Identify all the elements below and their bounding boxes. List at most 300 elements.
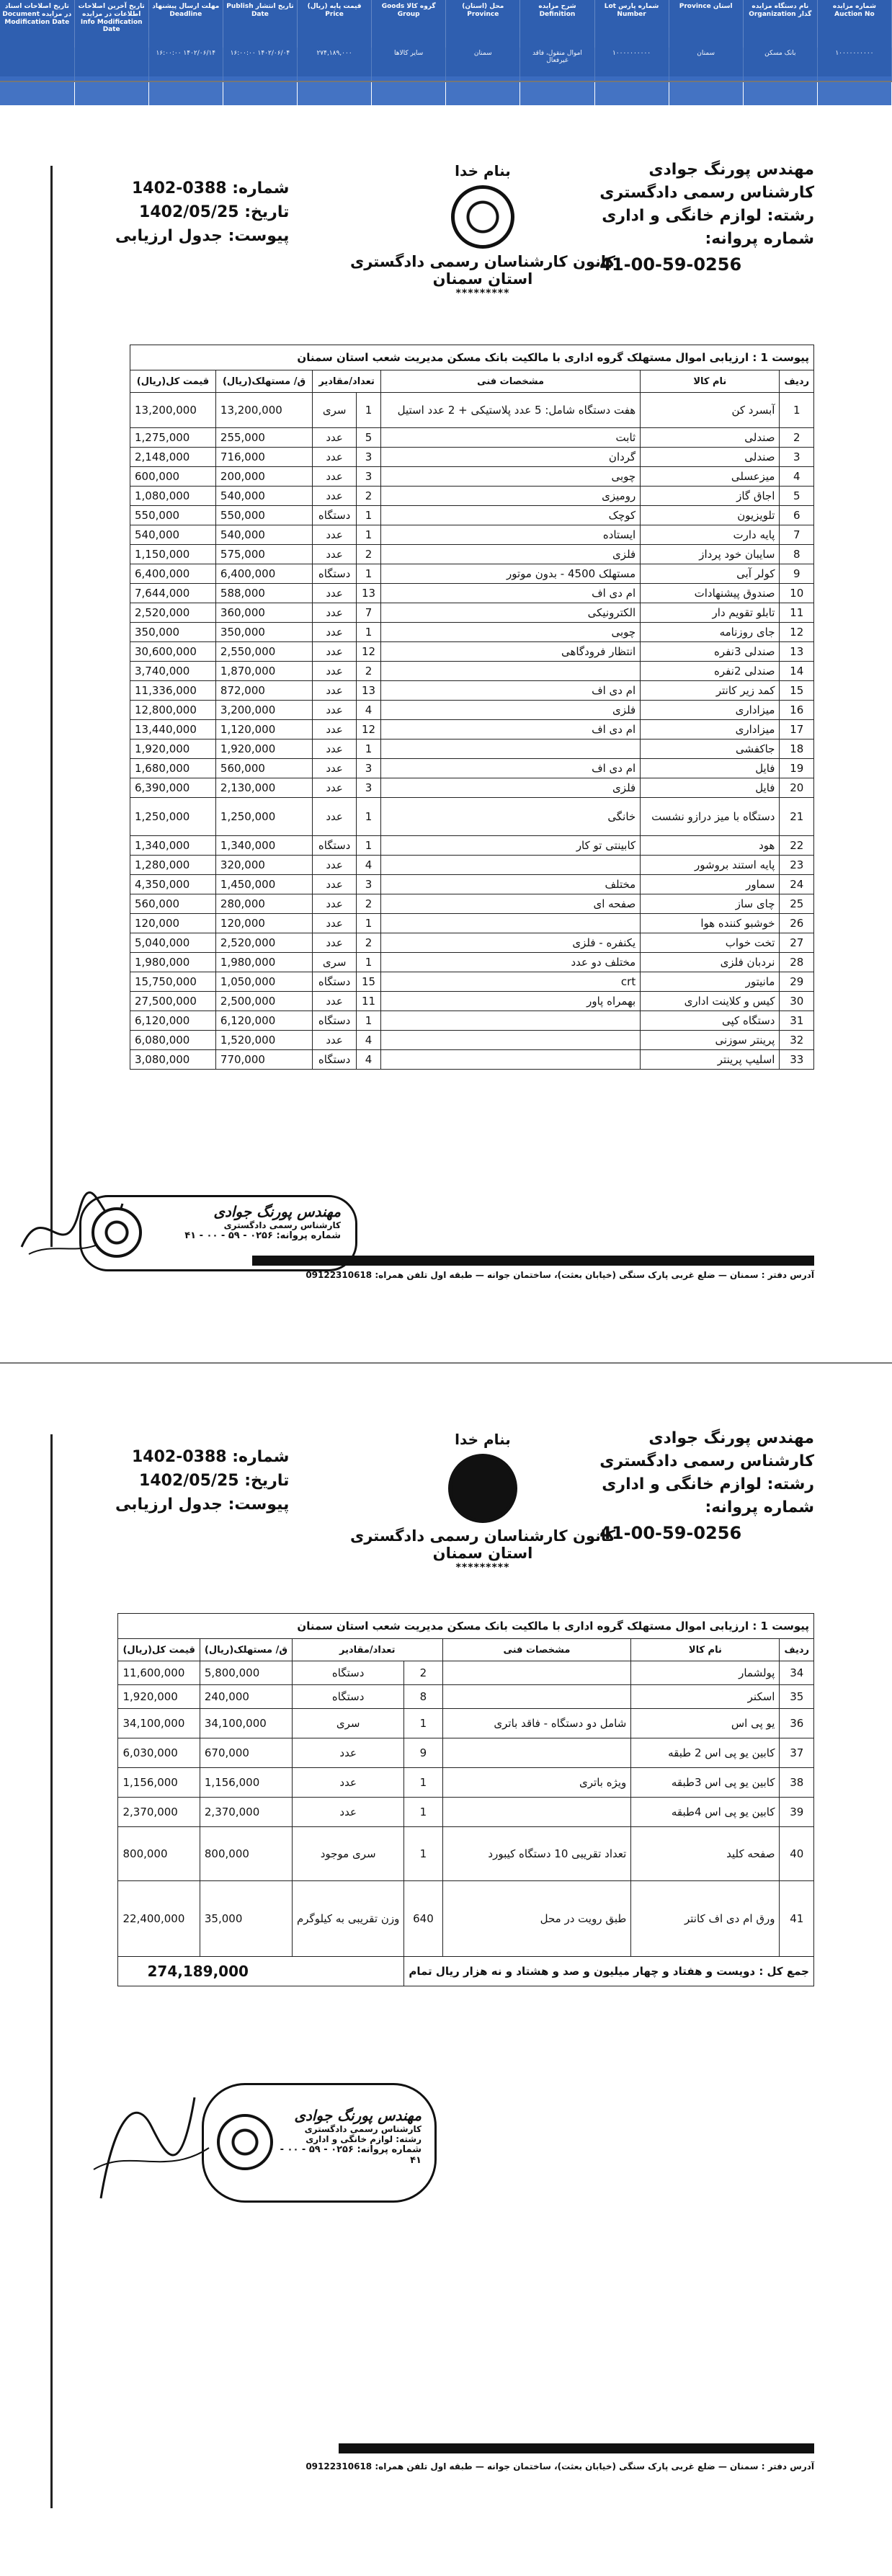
unit-price: 350,000 [215,623,312,642]
unit-price: 6,400,000 [215,564,312,584]
table-row [130,914,814,933]
row-number: 4 [780,467,814,487]
footer-address: آدرس دفتر : سمنان — ضلع غربی پارک سنگی (خیابان بعثت)، ساختمان جوانه — طبقه اول تلفن همراه: 09122310618 [305,2461,814,2471]
row-number: 27 [780,933,814,953]
table-row [130,545,814,564]
table-row [130,798,814,836]
total-price: 1,156,000 [118,1768,200,1798]
topbar-header-5: گروه کالا Goods Group [372,0,446,48]
table-row [130,953,814,972]
unit-price: 716,000 [215,448,312,467]
item-spec: ام دی اف [381,720,641,740]
item-name: کمد زیر کانتر [641,681,780,701]
item-unit: عدد [313,623,357,642]
row-number: 30 [780,992,814,1011]
total-price: 34,100,000 [118,1709,200,1738]
item-unit: عدد [292,1798,403,1827]
table-row [130,933,814,953]
unit-price: 540,000 [215,487,312,506]
table-row [130,836,814,856]
col-radif: ردیف [780,370,814,393]
row-number: 14 [780,662,814,681]
topbar-cell [74,48,148,76]
item-name: ورق ام دی اف کانتر [631,1881,780,1957]
margin-rule [50,166,53,1247]
table-row [118,1827,814,1881]
stars-divider: ********* [455,1562,510,1573]
row-number: 40 [780,1827,814,1881]
item-unit: عدد [313,545,357,564]
expert-name: مهندس پورنگ جوادی [648,1429,814,1447]
item-spec: فلزی [381,778,641,798]
expert-seal [202,2083,437,2203]
row-number: 12 [780,623,814,642]
item-name: پایه دارت [641,525,780,545]
row-number: 1 [780,393,814,428]
item-name: سماور [641,875,780,894]
portal-header-bar [0,0,892,81]
item-spec: چوبی [381,623,641,642]
number-label: شماره: [232,1448,290,1466]
item-spec: مستهلک 4500 - بدون موتور [381,564,641,584]
item-unit: دستگاه [313,564,357,584]
topbar-cell: ۱۴۰۲/۰۶/۰۴ ۱۶:۰۰:۰۰ [223,48,297,76]
table-row [130,740,814,759]
item-qty: 2 [357,545,381,564]
item-name: تابلو تقویم دار [641,603,780,623]
total-price: 1,280,000 [130,856,216,875]
item-name: اجاق گاز [641,487,780,506]
item-unit: دستگاه [313,1011,357,1031]
seal-name: مهندس پورنگ جوادی [294,2107,422,2124]
item-unit: عدد [313,856,357,875]
topbar-cell: سمنان [446,48,520,76]
item-spec [381,1031,641,1050]
unit-price: 35,000 [200,1881,292,1957]
item-unit: عدد [313,992,357,1011]
table-row [130,894,814,914]
seal-role: کارشناس رسمی دادگستری [223,1220,341,1230]
valuation-table-1 [130,345,814,1070]
item-spec: ام دی اف [381,681,641,701]
signature [72,2083,216,2213]
item-unit: دستگاه [313,836,357,856]
item-spec: هفت دستگاه شامل: 5 عدد پلاستیکی + 2 عدد استیل [381,393,641,428]
item-qty: 1 [357,798,381,836]
item-unit: سری [292,1709,403,1738]
item-unit: عدد [313,681,357,701]
item-name: دستگاه کپی [641,1011,780,1031]
row-number: 37 [780,1738,814,1768]
row-number: 25 [780,894,814,914]
item-spec: ام دی اف [381,584,641,603]
unit-price: 1,520,000 [215,1031,312,1050]
unit-price: 120,000 [215,914,312,933]
total-price: 2,370,000 [118,1798,200,1827]
item-name: خوشبو کننده هوا [641,914,780,933]
topbar-header-4: قیمت پایه (ریال) Price [298,0,372,48]
association-emblem-icon [451,185,514,249]
item-qty: 2 [404,1661,442,1685]
letter-number: 1402-0388 [131,179,227,197]
item-spec: چوبی [381,467,641,487]
expert-field: رشته: لوازم خانگی و اداری [602,1475,814,1493]
item-unit: دستگاه [292,1661,403,1685]
expert-seal [79,1195,357,1271]
item-spec: ام دی اف [381,759,641,778]
bismillah: بنام خدا [455,1431,511,1448]
item-qty: 4 [357,701,381,720]
item-spec: یکنفره - فلزی [381,933,641,953]
item-name: نردبان فلزی [641,953,780,972]
col-radif: ردیف [780,1639,814,1661]
item-qty: 3 [357,467,381,487]
total-price: 350,000 [130,623,216,642]
total-price: 800,000 [118,1827,200,1881]
unit-price: 560,000 [215,759,312,778]
item-unit: وزن تقریبی به کیلوگرم [292,1881,403,1957]
topbar-header-6: محل (استان) Province [446,0,520,48]
license-label: شماره پروانه: [705,229,814,248]
item-unit: دستگاه [292,1685,403,1709]
table-row [130,856,814,875]
topbar-cell: ۱۰۰۰۰۰۰۰۰۰۰ [817,48,891,76]
item-spec [381,662,641,681]
item-unit: عدد [313,1031,357,1050]
item-spec: کابینتی تو کار [381,836,641,856]
total-price: 1,680,000 [130,759,216,778]
footer-bar [339,2443,814,2453]
footer-address: آدرس دفتر : سمنان — ضلع غربی پارک سنگی (خیابان بعثت)، ساختمان جوانه — طبقه اول تلفن همراه: 09122310618 [305,1270,814,1280]
total-price: 1,275,000 [130,428,216,448]
total-price: 13,440,000 [130,720,216,740]
total-price: 5,040,000 [130,933,216,953]
unit-price: 1,870,000 [215,662,312,681]
table-row [130,525,814,545]
item-qty: 13 [357,681,381,701]
table-row [118,1661,814,1685]
item-name: صندلی 2نفره [641,662,780,681]
item-name: صندلی [641,448,780,467]
item-qty: 3 [357,778,381,798]
topbar-cell: سمنان [669,48,743,76]
item-qty: 1 [357,393,381,428]
total-price: 27,500,000 [130,992,216,1011]
total-price: 2,520,000 [130,603,216,623]
col-unit-price: ق/ مستهلک(ریال) [200,1639,292,1661]
item-unit: عدد [313,584,357,603]
item-name: کیس و کلاینت اداری [641,992,780,1011]
total-price: 6,030,000 [118,1738,200,1768]
unit-price: 2,130,000 [215,778,312,798]
item-qty: 2 [357,933,381,953]
total-price: 1,250,000 [130,798,216,836]
item-unit: عدد [313,701,357,720]
item-unit: عدد [313,933,357,953]
item-qty: 2 [357,487,381,506]
table-row [130,992,814,1011]
date-label: تاریخ: [244,203,290,221]
item-unit: عدد [313,525,357,545]
item-spec [442,1738,631,1768]
item-spec: صفحه ای [381,894,641,914]
row-number: 7 [780,525,814,545]
redacted-emblem-icon [448,1454,517,1523]
item-unit: سری موجود [292,1827,403,1881]
unit-price: 360,000 [215,603,312,623]
item-qty: 2 [357,662,381,681]
total-price: 30,600,000 [130,642,216,662]
letterhead-center [331,162,634,299]
date-label: تاریخ: [244,1472,290,1490]
item-unit: دستگاه [313,506,357,525]
item-name: فایل [641,759,780,778]
item-qty: 1 [357,953,381,972]
total-price: 6,120,000 [130,1011,216,1031]
item-qty: 1 [357,506,381,525]
item-spec: گردان [381,448,641,467]
item-qty: 1 [404,1827,442,1881]
total-price: 120,000 [130,914,216,933]
table-row [130,393,814,428]
item-spec: ویژه باتری [442,1768,631,1798]
unit-price: 240,000 [200,1685,292,1709]
valuation-table-2 [117,1613,814,1986]
item-qty: 1 [357,1011,381,1031]
table-row [118,1685,814,1709]
table-row [130,875,814,894]
unit-price: 13,200,000 [215,393,312,428]
total-price: 11,336,000 [130,681,216,701]
item-unit: عدد [313,720,357,740]
organization-name: کانون کارشناسان رسمی دادگستری استان سمنان [349,1527,616,1562]
item-unit: عدد [313,798,357,836]
letterhead-center [331,1431,634,1573]
table-row [130,1050,814,1070]
unit-price: 1,340,000 [215,836,312,856]
row-number: 2 [780,428,814,448]
item-qty: 4 [357,1050,381,1070]
total-price: 6,400,000 [130,564,216,584]
total-in-words: جمع کل : دویست و هفتاد و چهار میلیون و صد و هشتاد و نه هزار ریال تمام [404,1957,814,1986]
expert-role: کارشناس رسمی دادگستری [599,1452,814,1470]
row-number: 20 [780,778,814,798]
unit-price: 540,000 [215,525,312,545]
item-name: جای روزنامه [641,623,780,642]
total-price: 3,740,000 [130,662,216,681]
item-unit: عدد [313,662,357,681]
item-qty: 13 [357,584,381,603]
item-qty: 3 [357,448,381,467]
item-name: صندلی 3نفره [641,642,780,662]
row-number: 6 [780,506,814,525]
topbar-cell [0,48,74,76]
unit-price: 1,050,000 [215,972,312,992]
item-unit: عدد [313,642,357,662]
table-row [130,720,814,740]
table-row [130,603,814,623]
item-qty: 3 [357,875,381,894]
total-price: 1,150,000 [130,545,216,564]
item-name: اسکنر [631,1685,780,1709]
table-row [118,1768,814,1798]
item-name: جاکفشی [641,740,780,759]
item-qty: 640 [404,1881,442,1957]
col-total: قیمت کل(ریال) [118,1639,200,1661]
item-unit: دستگاه [313,1050,357,1070]
row-number: 19 [780,759,814,778]
document-page-2 [50,1413,843,2544]
unit-price: 2,520,000 [215,933,312,953]
expert-role: کارشناس رسمی دادگستری [599,183,814,202]
item-unit: عدد [313,487,357,506]
row-number: 26 [780,914,814,933]
item-spec: شامل دو دستگاه - فاقد باتری [442,1709,631,1738]
item-unit: دستگاه [313,972,357,992]
row-number: 29 [780,972,814,992]
seal-emblem-icon [217,2114,273,2170]
total-price: 1,080,000 [130,487,216,506]
unit-price: 2,500,000 [215,992,312,1011]
item-unit: عدد [313,894,357,914]
document-page-1 [50,144,843,1312]
unit-price: 5,800,000 [200,1661,292,1685]
item-qty: 12 [357,642,381,662]
item-spec: طبق رویت در محل [442,1881,631,1957]
item-name: صندلی [641,428,780,448]
unit-price: 800,000 [200,1827,292,1881]
item-qty: 1 [357,914,381,933]
item-unit: عدد [313,914,357,933]
seal-name: مهندس پورنگ جوادی [213,1203,341,1220]
row-number: 41 [780,1881,814,1957]
row-number: 10 [780,584,814,603]
topbar-header-7: شرح مزایده Definition [520,0,594,48]
item-name: فایل [641,778,780,798]
item-spec: فلزی [381,701,641,720]
item-spec: مختلف دو عدد [381,953,641,972]
total-price: 540,000 [130,525,216,545]
col-name: نام کالا [631,1639,780,1661]
row-number: 13 [780,642,814,662]
item-spec [381,914,641,933]
topbar-header-9: استان Province [669,0,743,48]
topbar-header-11: شماره مزایده Auction No [817,0,891,48]
item-spec: crt [381,972,641,992]
item-spec: فلزی [381,545,641,564]
attachment-label: پیوست: [228,227,290,245]
unit-price: 6,120,000 [215,1011,312,1031]
item-name: اسلیپ پرینتر [641,1050,780,1070]
item-spec [442,1685,631,1709]
row-number: 16 [780,701,814,720]
item-name: هود [641,836,780,856]
item-unit: عدد [313,428,357,448]
item-name: مانیتور [641,972,780,992]
item-unit: عدد [313,448,357,467]
table-row [130,1011,814,1031]
total-price: 11,600,000 [118,1661,200,1685]
item-spec: رومیزی [381,487,641,506]
item-qty: 1 [357,836,381,856]
item-qty: 1 [357,525,381,545]
table-row [130,467,814,487]
row-number: 34 [780,1661,814,1685]
seal-license: شماره پروانه: ۰۲۵۶ - ۵۹ - ۰۰ - ۴۱ [184,1230,341,1241]
item-spec: الکترونیکی [381,603,641,623]
table-row [130,584,814,603]
total-price: 12,800,000 [130,701,216,720]
item-qty: 7 [357,603,381,623]
attachment-label: پیوست: [228,1496,290,1514]
table-row [130,487,814,506]
table-row [130,428,814,448]
item-qty: 8 [404,1685,442,1709]
item-qty: 1 [357,623,381,642]
total-price: 1,920,000 [118,1685,200,1709]
item-spec [442,1798,631,1827]
col-unit-price: ق/ مستهلک(ریال) [215,370,312,393]
item-qty: 1 [404,1798,442,1827]
seal-role: کارشناس رسمی دادگستری رشته: لوازم خانگی و اداری [304,2124,422,2144]
topbar-header-10: نام دستگاه مزایده گذار Organization [743,0,817,48]
number-label: شماره: [232,179,290,197]
attachment-value: جدول ارزیابی [115,1496,223,1514]
item-name: صندوق پیشنهادات [641,584,780,603]
item-qty: 4 [357,1031,381,1050]
item-spec [442,1661,631,1685]
fold-line [0,81,892,82]
unit-price: 550,000 [215,506,312,525]
unit-price: 770,000 [215,1050,312,1070]
topbar-cell: سایر کالاها [372,48,446,76]
row-number: 24 [780,875,814,894]
grand-total-row [118,1957,814,1986]
total-price: 13,200,000 [130,393,216,428]
row-number: 3 [780,448,814,467]
letter-date: 1402/05/25 [139,203,239,221]
item-qty: 1 [357,564,381,584]
unit-price: 2,550,000 [215,642,312,662]
unit-price: 1,156,000 [200,1768,292,1798]
total-price: 1,980,000 [130,953,216,972]
total-price: 4,350,000 [130,875,216,894]
letter-meta [115,177,289,248]
row-number: 21 [780,798,814,836]
item-qty: 5 [357,428,381,448]
table-row [130,448,814,467]
letter-meta [115,1445,289,1516]
unit-price: 872,000 [215,681,312,701]
total-price: 1,920,000 [130,740,216,759]
item-name: چای ساز [641,894,780,914]
unit-price: 255,000 [215,428,312,448]
topbar-header-1: تاریخ آخرین اصلاحات اطلاعات در مزایده Info Modification Date [74,0,148,48]
item-qty: 1 [404,1709,442,1738]
letter-number: 1402-0388 [131,1448,227,1466]
table-row [130,623,814,642]
item-qty: 9 [404,1738,442,1768]
item-qty: 11 [357,992,381,1011]
total-price: 600,000 [130,467,216,487]
item-spec: خانگی [381,798,641,836]
total-price: 22,400,000 [118,1881,200,1957]
topbar-header-2: مهلت ارسال پیشنهاد Deadline [148,0,223,48]
organization-name: کانون کارشناسان رسمی دادگستری استان سمنان [349,253,616,288]
page-separator [0,1362,892,1364]
item-spec [381,1011,641,1031]
item-qty: 1 [357,740,381,759]
